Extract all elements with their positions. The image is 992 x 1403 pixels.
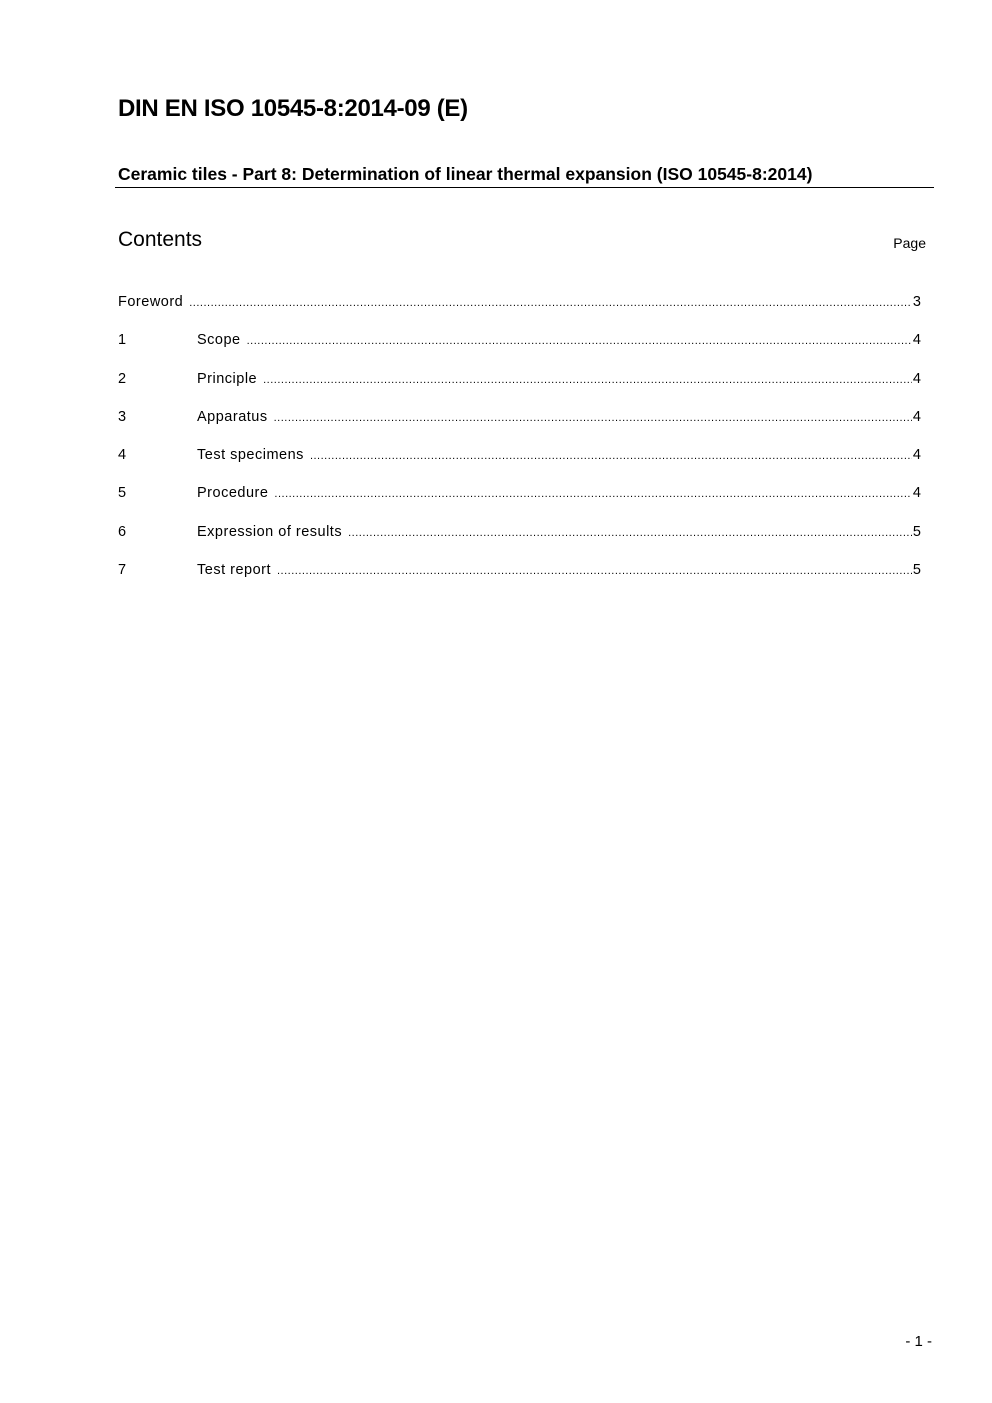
subtitle-underline [115,187,934,188]
toc-entry-line [197,445,921,466]
toc-entry-line [197,560,921,581]
toc-entry-page: 4 [912,447,921,464]
toc-entry-test-report[interactable] [118,560,921,598]
toc-entry-title: Expression of results [197,522,348,542]
toc-entry-page: 5 [912,523,921,540]
toc-entry-page: 5 [912,562,921,579]
toc-dot-leader [189,293,912,313]
toc-dot-leader [274,408,912,428]
toc-entry-title: Foreword [118,292,189,312]
toc-entry-line [197,522,921,543]
toc-entry-apparatus[interactable] [118,407,921,445]
toc-entry-title: Apparatus [197,407,274,427]
toc-entry-page: 4 [912,370,921,387]
toc-entry-line [118,292,921,313]
toc-dot-leader [348,523,912,543]
toc-entry-page: 4 [912,332,921,349]
toc-entry-number: 7 [118,562,127,579]
toc-entry-line [197,407,921,428]
toc-entry-title: Test specimens [197,445,310,465]
toc-entry-number: 3 [118,408,127,425]
toc-entry-line [197,330,921,351]
toc-entry-title: Scope [197,330,247,350]
toc-entry-title: Procedure [197,483,274,503]
toc-entry-scope[interactable] [118,330,921,368]
contents-heading: Contents [118,228,203,251]
toc-dot-leader [277,561,912,581]
toc-dot-leader [263,370,912,390]
page-number-footer: - 1 - [905,1333,932,1350]
toc-entry-procedure[interactable] [118,483,921,521]
toc-entry-title: Principle [197,369,263,389]
toc-entry-number: 2 [118,370,127,387]
toc-entry-number: 4 [118,447,127,464]
toc-entry-page: 4 [912,408,921,425]
toc-entry-test-specimens[interactable] [118,445,921,483]
document-subtitle: Ceramic tiles - Part 8: Determination of linear thermal expansion (ISO 10545-8:2014) [118,164,813,184]
toc-entry-expression-of-results[interactable] [118,522,921,560]
page-column-label: Page [893,235,926,251]
toc-entry-number: 1 [118,332,127,349]
toc-entry-page: 3 [912,294,921,310]
toc-entry-number: 6 [118,523,127,540]
toc-entry-number: 5 [118,485,127,502]
toc-entry-principle[interactable] [118,369,921,407]
toc-entry-line [197,369,921,390]
toc-dot-leader [274,484,912,504]
toc-entry-line [197,483,921,504]
toc-entry-title: Test report [197,560,277,580]
toc-dot-leader [310,446,912,466]
document-title: DIN EN ISO 10545-8:2014-09 (E) [118,95,468,122]
toc-dot-leader [247,331,912,351]
table-of-contents [118,292,921,598]
toc-entry-foreword[interactable] [118,292,921,330]
toc-entry-page: 4 [912,485,921,502]
